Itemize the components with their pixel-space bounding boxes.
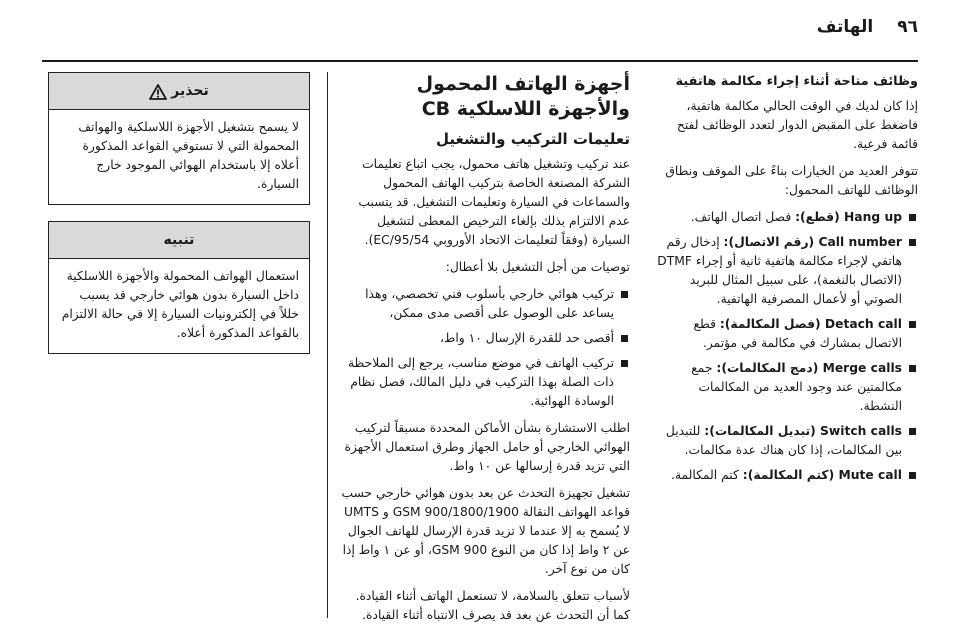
page-title: الهاتف — [816, 17, 874, 37]
item-term: Detach call (فصل المكالمة): — [719, 317, 902, 331]
item-term: Mute call (كتم المكالمة): — [742, 468, 902, 482]
list-item: أقصى حد للقدرة الإرسال ١٠ واط، — [340, 329, 630, 348]
item-term: Hang up (قطع): — [795, 210, 902, 224]
item-text: كتم المكالمة. — [671, 468, 739, 482]
function-list — [656, 208, 918, 485]
page-number: ٩٦ — [897, 17, 918, 37]
subheading: تعليمات التركيب والتشغيل — [436, 130, 630, 148]
warning-title-bar — [49, 73, 309, 110]
list-item — [656, 233, 918, 309]
item-text: إدخال رقم هاتفي لإجراء مكالمة هاتفية ثانية أو إجراء DTMF (الاتصال بالنغمة)، على سبيل المثال للبريد الصوتي أو لأعمال المصرفية الهاتفية. — [657, 235, 902, 306]
item-text: جمع مكالمتين عند وجود العديد من المكالمات النشطة. — [691, 361, 902, 413]
paragraph: تتوفر العديد من الخيارات بناءً على الموقف ونطاق الوظائف للهاتف المحمول: — [665, 164, 918, 197]
column-notices — [48, 72, 310, 618]
paragraph: تشغيل تجهيزة التحدث عن بعد بدون هوائي خارجي حسب قواعد الهواتف النقالة GSM 900/1800/1900 و UMTS لا يُسمح به إلا عندما لا تزيد قدرة الإرسال للهاتف الجوال عن ٢ واط إذا كان من النوع GSM 900، أو عن ١ واط إذا كان من نوع آخر. — [341, 486, 630, 576]
recommendation-list — [340, 285, 630, 411]
item-term: Switch calls (تبديل المكالمات): — [704, 424, 902, 438]
column-mobile-devices — [327, 72, 630, 622]
item-text: قطع الاتصال بمشارك في مكالمة في مؤتمر. — [693, 317, 902, 350]
paragraph: اطلب الاستشارة بشأن الأماكن المحددة مسبقاً لتركيب الهوائي الخارجي أو حامل الجهاز وطرق استعمال الأجهزة التي تزيد قدرة إرسالها عن ١٠ واط. — [344, 421, 630, 473]
item-term: Call number (رقم الاتصال): — [723, 235, 902, 249]
notice-body: استعمال الهواتف المحمولة والأجهزة اللاسلكية داخل السيارة بدون هوائي خارجي قد يسبب خللاً في إلكترونيات السيارة إلا في حالة الالتزام بالقواعد المذكورة أعلاه. — [61, 269, 299, 340]
list-item — [656, 315, 918, 353]
paragraph: لأسباب تتعلق بالسلامة، لا تستعمل الهاتف أثناء القيادة. كما أن التحدث عن بعد قد يصرف الانتباه أثناء القيادة. — [355, 589, 630, 622]
paragraph: توصيات من أجل التشغيل بلا أعطال: — [445, 260, 630, 274]
notice-title-bar — [49, 222, 309, 259]
item-text: فصل اتصال الهاتف. — [690, 210, 792, 224]
warning-triangle-icon — [149, 84, 167, 100]
item-text: للتبديل بين المكالمات، إذا كان هناك عدة مكالمات. — [665, 424, 902, 457]
column-call-functions — [656, 72, 918, 618]
list-item: تركيب هوائي خارجي بأسلوب فني تخصصي، وهذا يساعد على الوصول على أقصى مدى ممكن، — [340, 285, 630, 323]
warning-title: تحذير — [171, 83, 209, 99]
paragraph: إذا كان لديك في الوقت الحالي مكالمة هاتفية، فاضغط على المقبض الدوار لتعدد الوظائف لفتح قائمة فرعية. — [676, 99, 918, 151]
notice-box — [48, 221, 310, 354]
header-divider — [42, 60, 918, 62]
list-item: تركيب الهاتف في موضع مناسب، يرجع إلى الملاحظة ذات الصلة بهذا التركيب في دليل المالك، فصل نظام الوسادة الهوائية. — [340, 354, 630, 411]
list-item — [656, 466, 918, 485]
list-item — [656, 359, 918, 416]
list-item — [656, 208, 918, 227]
page-header — [42, 10, 918, 44]
item-term: Merge calls (دمج المكالمات): — [716, 361, 902, 375]
main-heading: أجهزة الهاتف المحمول والأجهزة اللاسلكية CB — [416, 73, 630, 120]
section-heading: وظائف متاحة أثناء إجراء مكالمة هاتفية — [675, 74, 918, 89]
warning-body: لا يسمح بتشغيل الأجهزة اللاسلكية والهواتف المحمولة التي لا تستوفي القواعد المذكورة أعلاه إلا باستخدام الهوائي الموجود خارج السيارة. — [78, 120, 299, 191]
list-item — [656, 422, 918, 460]
warning-box — [48, 72, 310, 205]
notice-title: تنبيه — [163, 232, 195, 248]
paragraph: عند تركيب وتشغيل هاتف محمول، يجب اتباع تعليمات الشركة المصنعة الخاصة بتركيب الهاتف المحمول والسماعات في السيارة وتعليمات التشغيل. قد يتسبب عدم الالتزام بذلك بإلغاء الترخيص المعطى لتشغيل السيارة (وفقاً لتعليمات الاتحاد الأوروبي 95/54/EC). — [358, 157, 630, 247]
